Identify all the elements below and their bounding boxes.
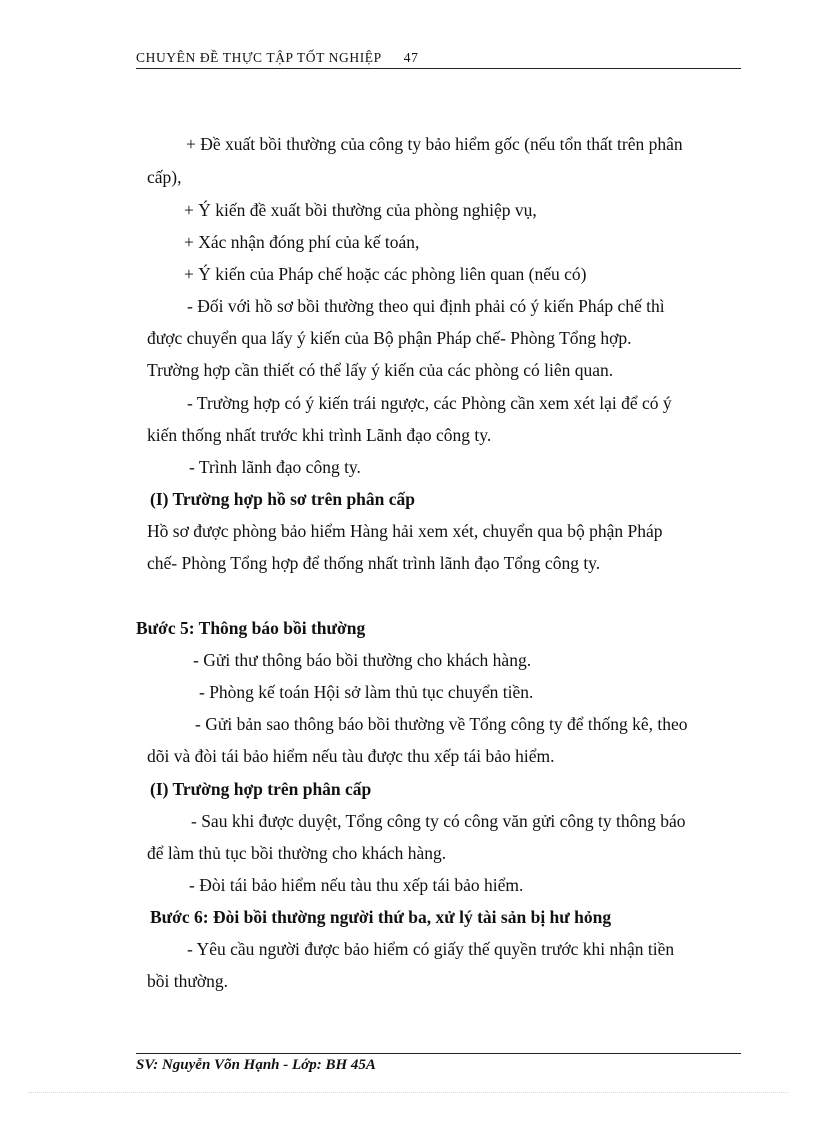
subheading-within-delegation: (I) Trường hợp trên phân cấp bbox=[150, 779, 372, 799]
footer-rule bbox=[136, 1053, 741, 1054]
heading-step-6: Bước 6: Đòi bồi thường người thứ ba, xử lý tài sản bị hư hỏng bbox=[150, 907, 612, 927]
paragraph-after-approval-line2: để làm thủ tục bồi thường cho khách hàng. bbox=[147, 843, 447, 863]
paragraph-legal-review: - Đối với hồ sơ bồi thường theo qui định phải có ý kiến Pháp chế thì bbox=[187, 296, 665, 316]
bullet-legal-opinion: + Ý kiến của Pháp chế hoặc các phòng liên quan (nếu có) bbox=[184, 264, 587, 284]
paragraph-marine-department: Hồ sơ được phòng bảo hiểm Hàng hải xem xét, chuyển qua bộ phận Pháp bbox=[147, 521, 663, 541]
bullet-send-copy: - Gửi bản sao thông báo bồi thường về Tổng công ty để thống kê, theo bbox=[195, 714, 688, 734]
paragraph-legal-review-line3: Trường hợp cần thiết có thể lấy ý kiến của các phòng có liên quan. bbox=[147, 360, 614, 380]
page-number: 47 bbox=[403, 50, 419, 65]
paragraph-conflicting-opinions: - Trường hợp có ý kiến trái ngược, các Phòng cần xem xét lại để có ý bbox=[187, 393, 672, 413]
paragraph-submit-leadership: - Trình lãnh đạo công ty. bbox=[189, 457, 361, 477]
bullet-send-notice: - Gửi thư thông báo bồi thường cho khách hàng. bbox=[193, 650, 532, 670]
header-title: CHUYÊN ĐỀ THỰC TẬP TỐT NGHIỆP bbox=[136, 50, 382, 65]
bullet-proposal-continuation: cấp), bbox=[147, 167, 182, 187]
bullet-department-opinion: + Ý kiến đề xuất bồi thường của phòng nghiệp vụ, bbox=[184, 200, 537, 220]
paragraph-legal-review-line2: được chuyển qua lấy ý kiến của Bộ phận Pháp chế- Phòng Tổng hợp. bbox=[147, 328, 632, 348]
bullet-accounting-confirmation: + Xác nhận đóng phí của kế toán, bbox=[184, 232, 420, 252]
bullet-send-copy-line2: dõi và đòi tái bảo hiểm nếu tàu được thu xếp tái bảo hiểm. bbox=[147, 746, 555, 766]
paragraph-conflicting-opinions-line2: kiến thống nhất trước khi trình Lãnh đạo công ty. bbox=[147, 425, 492, 445]
page-edge-dots bbox=[28, 1092, 788, 1094]
paragraph-reinsurance-claim: - Đòi tái bảo hiểm nếu tàu thu xếp tái bảo hiểm. bbox=[189, 875, 524, 895]
heading-step-5: Bước 5: Thông báo bồi thường bbox=[136, 618, 366, 638]
paragraph-subrogation: - Yêu cầu người được bảo hiểm có giấy thế quyền trước khi nhận tiền bbox=[187, 939, 675, 959]
subheading-above-delegation: (I) Trường hợp hồ sơ trên phân cấp bbox=[150, 489, 416, 509]
bullet-accounting-transfer: - Phòng kế toán Hội sở làm thủ tục chuyển tiền. bbox=[199, 682, 534, 702]
paragraph-subrogation-line2: bồi thường. bbox=[147, 971, 228, 991]
page-footer: SV: Nguyễn Võn Hạnh - Lớp: BH 45A bbox=[136, 1057, 376, 1073]
paragraph-after-approval: - Sau khi được duyệt, Tổng công ty có công văn gửi công ty thông báo bbox=[191, 811, 686, 831]
header-rule bbox=[136, 68, 741, 69]
running-header bbox=[136, 50, 740, 66]
bullet-proposal-original-insurer: + Đề xuất bồi thường của công ty bảo hiểm gốc (nếu tổn thất trên phân bbox=[186, 134, 683, 154]
paragraph-marine-department-line2: chế- Phòng Tổng hợp để thống nhất trình lãnh đạo Tổng công ty. bbox=[147, 553, 601, 573]
